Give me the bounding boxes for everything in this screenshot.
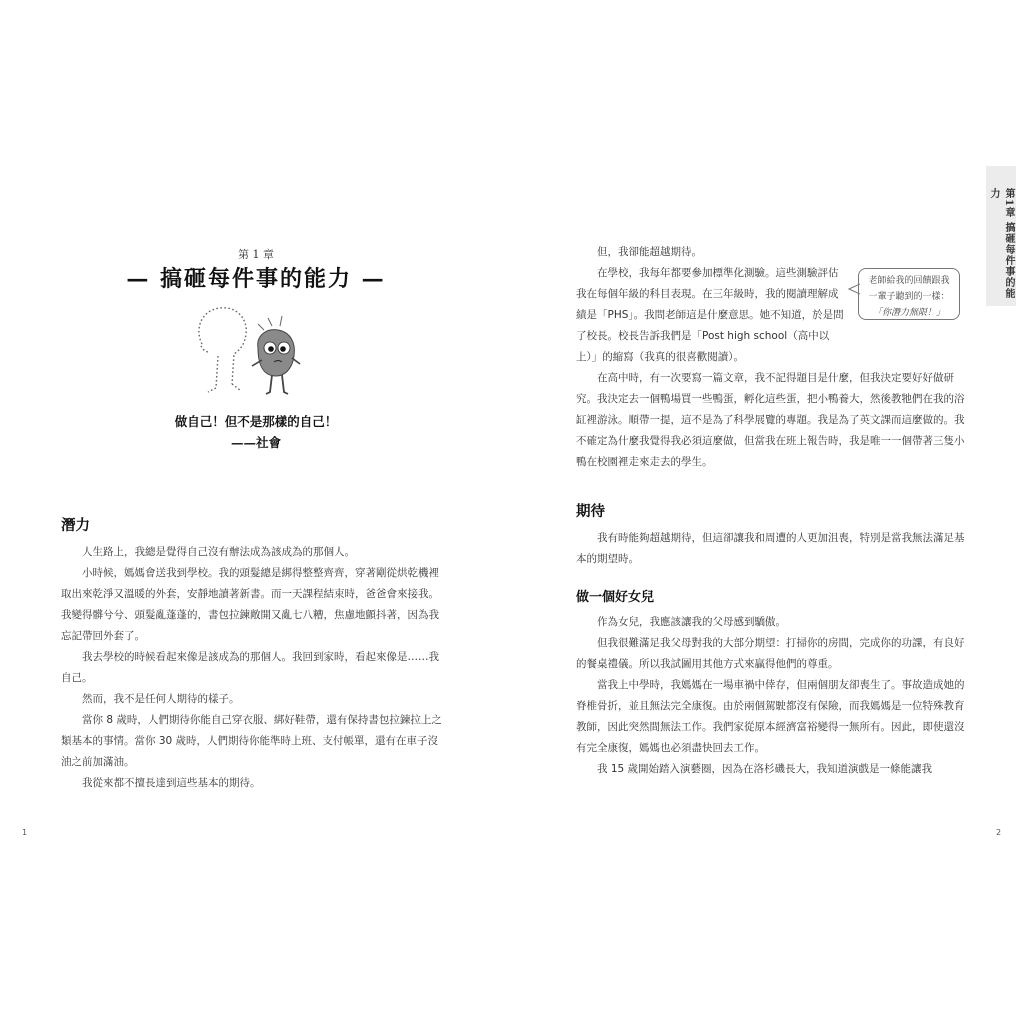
chapter-tab <box>986 166 1016 306</box>
right-page <box>512 0 1024 1024</box>
page-number: 2 <box>996 828 1002 837</box>
paragraph: 我從來都不擅長達到這些基本的期待。 <box>82 777 261 789</box>
paragraph: 在學校，我每年都要參加標準化測驗。這些測驗評估我在每個年級的科目表現。在三年級時，我的閱讀理解成績是「PHS」。我問老師這是什麼意思。她不知道，於是問了校長。校長告訴我們是「Post high school（高中以上）」的縮寫（我真的很喜歡閱讀）。 <box>576 267 844 363</box>
side-note-highlight: 「你潛力無限！」 <box>872 308 945 318</box>
paragraph: 我有時能夠超越期待，但這卻讓我和周遭的人更加沮喪，特別是當我無法滿足基本的期望時。 <box>576 532 965 565</box>
section-title-expectations: 期待 <box>576 504 605 520</box>
paragraph: 小時候，媽媽會送我到學校。我的頭髮總是綁得整整齊齊，穿著剛從烘乾機裡取出來乾淨又溫暖的外套，安靜地讀著新書。而一天課程結束時，爸爸會來接我。我變得髒兮兮、頭髮亂蓬蓬的，書包拉鍊敞開又亂七八糟，焦慮地顫抖著，因為我忘記帶回外套了。 <box>61 567 439 642</box>
ghost-and-blob-illustration <box>188 300 318 400</box>
paragraph: 我 15 歲開始踏入演藝圈，因為在洛杉磯長大，我知道演戲是一條能讓我 <box>597 763 933 775</box>
paragraph: 當你 8 歲時，人們期待你能自己穿衣服、綁好鞋帶，還有保持書包拉鍊拉上之類基本的事情。當你 30 歲時，人們期待你能準時上班、支付帳單，還有在車子沒油之前加滿油。 <box>61 714 442 768</box>
chapter-title: — 搞砸每件事的能力 — <box>126 266 386 292</box>
paragraph: 然而，我不是任何人期待的樣子。 <box>82 693 240 705</box>
epigraph <box>0 411 512 453</box>
side-note-line: 一輩子聽到的一樣： <box>868 292 950 302</box>
page-number: 1 <box>22 828 28 837</box>
blob-character <box>252 316 300 394</box>
dotted-self-outline <box>199 308 246 392</box>
paragraph: 作為女兒，我應該讓我的父母感到驕傲。 <box>597 616 786 628</box>
chapter-label: 第 1 章 <box>238 248 274 261</box>
paragraph: 在高中時，有一次要寫一篇文章，我不記得題目是什麼，但我決定要好好做研究。我決定去一個鴨場買一些鴨蛋，孵化這些蛋，把小鴨養大，然後教牠們在我的浴缸裡游泳。順帶一提，這不是為了科學展覽的專題。我是為了英文課而這麼做的。我不確定為什麼我覺得我必須這麼做，但當我在班上報告時，我是唯一一個帶著三隻小鴨在校園裡走來走去的學生。 <box>576 372 965 468</box>
right-mid-body-text <box>576 528 966 570</box>
chapter-tab-text: 第1章 搞砸每件事的能力 <box>988 188 1014 300</box>
epigraph-attribution: ——社會 <box>230 435 281 450</box>
paragraph: 人生路上，我總是覺得自己沒有辦法成為該成為的那個人。 <box>82 546 355 558</box>
right-bottom-body-text <box>576 612 966 780</box>
side-note <box>858 268 960 320</box>
side-note-line: 老師給我的回饋跟我 <box>868 276 950 286</box>
paragraph: 但我很難滿足我父母對我的大部分期望：打掃你的房間，完成你的功課，有良好的餐桌禮儀。所以我試圖用其他方式來贏得他們的尊重。 <box>576 637 965 670</box>
left-body-text <box>61 542 447 794</box>
subsection-title-good-daughter: 做一個好女兒 <box>576 590 655 605</box>
section-title-potential: 潛力 <box>61 518 90 534</box>
epigraph-quote: 做自己！但不是那樣的自己！ <box>174 414 338 429</box>
paragraph: 我去學校的時候看起來像是該成為的那個人。我回到家時，看起來像是……我自己。 <box>61 651 439 684</box>
paragraph: 當我上中學時，我媽媽在一場車禍中倖存，但兩個朋友卻喪生了。事故造成她的脊椎骨折，並且無法完全康復。由於兩個駕駛都沒有保險，而我媽媽是一位特殊教育教師，因此突然間無法工作。我們家從原本經濟富裕變得一無所有。因此，即使還沒有完全康復，媽媽也必須盡快回去工作。 <box>576 679 965 754</box>
paragraph: 但，我卻能超越期待。 <box>597 246 702 258</box>
